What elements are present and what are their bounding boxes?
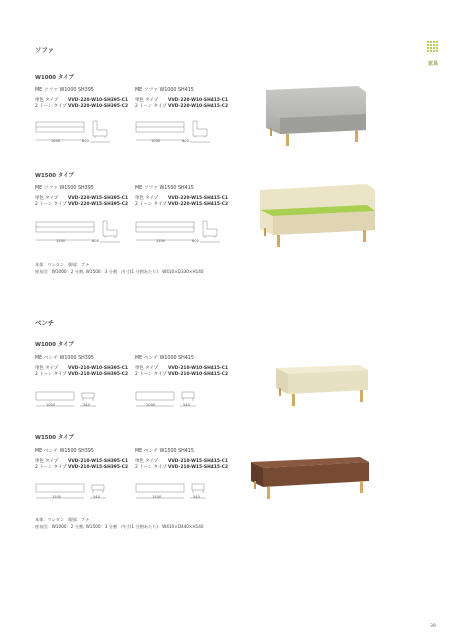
bench-w1500-sh395-drawing xyxy=(35,480,130,510)
bench-w1500-sh415-drawing xyxy=(135,480,230,510)
bench-cushion-note: 座布団 W1000：2 分割, W1500：3 分割 内寸(1 分割あたり)：W410×D440×H140 xyxy=(35,524,204,529)
sofa-w1500-title: W1500 タイプ xyxy=(35,173,74,179)
product-name: ME ソファ W1000 SH395 xyxy=(35,88,94,93)
sofa-w1000-title: W1000 タイプ xyxy=(35,75,74,81)
product-code: VVD-220-W10-SH395-C2 xyxy=(68,104,129,109)
bench-w1000-photo xyxy=(268,360,373,412)
sofa-w1000-sh395-spec: ME ソファ W1000 SH395 単色 タイプ VVD-220-W10-SH395-C1 2 トーン タイプVVD-220-W10-SH395-C2 xyxy=(35,88,129,109)
sofa-w1000-sh415-drawing xyxy=(135,118,230,148)
bench-w1000-title: W1000 タイプ xyxy=(35,342,74,348)
product-name: ME ソファ W1500 SH415 xyxy=(135,186,194,191)
product-name: ME ソファ W1500 SH395 xyxy=(35,186,94,191)
product-code: VVD-210-W15-SH395-C2 xyxy=(68,465,129,470)
sofa-cushion-note: 座布団 W1000：2 分割, W1500：3 分割 内寸(1 分割あたり)：W410×D330×H140 xyxy=(35,269,204,274)
product-code: VVD-210-W10-SH415-C1 xyxy=(168,366,229,371)
sofa-w1000-photo xyxy=(258,82,373,150)
product-code: VVD-210-W15-SH415-C1 xyxy=(168,459,229,464)
product-code: VVD-210-W15-SH395-C1 xyxy=(68,459,129,464)
sofa-w1500-sh415-spec: ME ソファ W1500 SH415 単色 タイプ VVD-220-W15-SH415-C1 2 トーン タイプVVD-220-W15-SH415-C2 xyxy=(135,186,229,207)
sofa-w1500-sh395-drawing xyxy=(35,218,130,248)
sofa-w1000-sh415-spec: ME ソファ W1000 SH415 単色 タイプ VVD-220-W10-SH415-C1 2 トーン タイプVVD-220-W10-SH415-C2 xyxy=(135,88,229,109)
product-code: VVD-210-W15-SH415-C2 xyxy=(168,465,229,470)
side-tab xyxy=(427,38,441,67)
bench-w1500-sh395-spec: ME ベンチ W1500 SH395 単色 タイプ VVD-210-W15-SH395-C1 2 トーン タイプVVD-210-W15-SH395-C2 xyxy=(35,449,129,470)
product-code: VVD-210-W10-SH415-C2 xyxy=(168,372,229,377)
sofa-material-note: 本体：ウレタン 脚部：ブナ xyxy=(35,262,90,267)
product-code: VVD-220-W10-SH415-C2 xyxy=(168,104,229,109)
product-code: VVD-220-W10-SH395-C1 xyxy=(68,98,129,103)
bench-w1500-sh415-spec: ME ベンチ W1500 SH415 単色 タイプ VVD-210-W15-SH415-C1 2 トーン タイプVVD-210-W15-SH415-C2 xyxy=(135,449,229,470)
product-code: VVD-210-W10-SH395-C1 xyxy=(68,366,129,371)
bench-w1000-sh395-spec: ME ベンチ W1000 SH395 単色 タイプ VVD-210-W10-SH395-C1 2 トーン タイプVVD-210-W10-SH395-C2 xyxy=(35,356,129,377)
bench-w1000-sh415-spec: ME ベンチ W1000 SH415 単色 タイプ VVD-210-W10-SH415-C1 2 トーン タイプVVD-210-W10-SH415-C2 xyxy=(135,356,229,377)
sofa-w1000-sh395-drawing xyxy=(35,118,130,148)
grid-icon xyxy=(427,41,439,53)
product-code: VVD-220-W10-SH415-C1 xyxy=(168,98,229,103)
product-name: ME ベンチ W1000 SH395 xyxy=(35,356,94,361)
sofa-w1500-sh395-spec: ME ソファ W1500 SH395 単色 タイプ VVD-220-W15-SH395-C1 2 トーン タイプVVD-220-W15-SH395-C2 xyxy=(35,186,129,207)
section-title-sofa: ソファ xyxy=(35,46,55,54)
bench-material-note: 本体：ウレタン 脚部：ブナ xyxy=(35,517,90,522)
product-name: ME ベンチ W1000 SH415 xyxy=(135,356,194,361)
product-code: VVD-210-W10-SH395-C2 xyxy=(68,372,129,377)
side-tab-label: 家具 xyxy=(428,61,439,67)
product-code: VVD-220-W15-SH415-C1 xyxy=(168,196,229,201)
product-code: VVD-220-W15-SH395-C2 xyxy=(68,202,129,207)
bench-w1500-title: W1500 タイプ xyxy=(35,435,74,441)
page-number: 39 xyxy=(430,624,436,629)
product-code: VVD-220-W15-SH395-C1 xyxy=(68,196,129,201)
bench-w1500-photo xyxy=(245,452,375,507)
section-title-bench: ベンチ xyxy=(35,319,55,327)
product-name: ME ベンチ W1500 SH395 xyxy=(35,449,94,454)
product-name: ME ソファ W1000 SH415 xyxy=(135,88,194,93)
sofa-w1500-sh415-drawing xyxy=(135,218,230,248)
sofa-w1500-photo xyxy=(255,180,380,250)
product-name: ME ベンチ W1500 SH415 xyxy=(135,449,194,454)
product-code: VVD-220-W15-SH415-C2 xyxy=(168,202,229,207)
